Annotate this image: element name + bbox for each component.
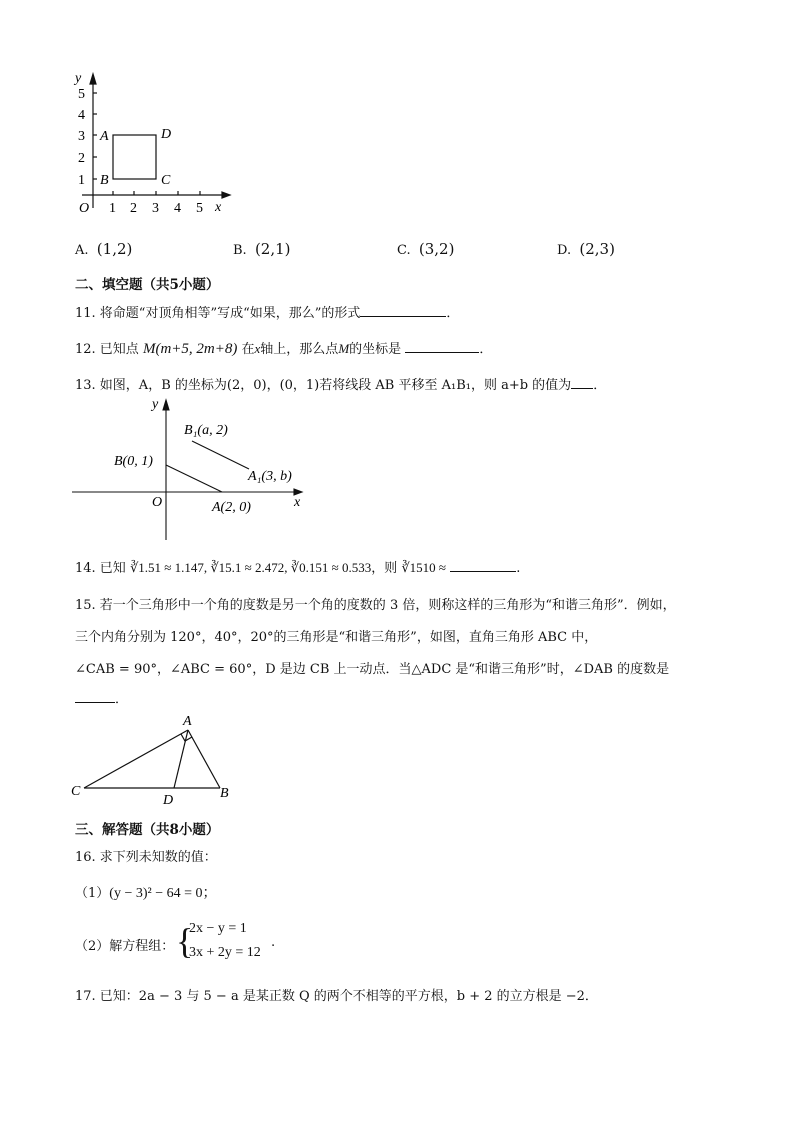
question-14: 14. 已知 ∛1.51 ≈ 1.147, ∛15.1 ≈ 2.472, ∛0.151 ≈ 0.533，则 ∛1510 ≈ .: [75, 560, 521, 576]
figure-segment-translation: [72, 394, 312, 544]
point-d-label: D: [163, 793, 174, 808]
figure-square-grid: [70, 68, 240, 220]
point-c-label: C: [161, 173, 171, 188]
answer-blank-12[interactable]: [405, 340, 479, 353]
question-12: 12. 已知点 M(m+5, 2m+8) 在x轴上，那么点M的坐标是 ．: [75, 341, 493, 357]
point-b-label: B: [100, 173, 109, 188]
x-tick-3: 3: [152, 201, 159, 216]
vertex-a-label: A: [183, 714, 192, 729]
point-b1-label: B₁(a, 2): [184, 423, 228, 438]
answer-blank-14[interactable]: [450, 559, 516, 572]
y-tick-2: 2: [78, 151, 85, 166]
question-16-part-1: （1）(y − 3)² − 64 = 0；: [75, 886, 217, 901]
answer-blank-13[interactable]: [571, 376, 593, 389]
vertex-c-label: C: [71, 784, 81, 799]
question-15-line-2: 三个内角分别为 120°，40°，20°的三角形是“和谐三角形”，如图，直角三角形 ABC 中，: [75, 630, 598, 645]
section-heading-fill-in: 二、填空题（共5小题）: [75, 277, 220, 293]
x-tick-5: 5: [196, 201, 203, 216]
x-axis-label: x: [294, 495, 301, 510]
question-17: 17. 已知：2a − 3 与 5 − a 是某正数 Q 的两个不相等的平方根，b + 2 的立方根是 −2．: [75, 989, 598, 1004]
x-axis-arrow: [222, 192, 230, 198]
option-b[interactable]: B. (2,1): [233, 240, 291, 258]
y-tick-3: 3: [78, 129, 85, 144]
question-13: 13. 如图，A，B 的坐标为(2，0)，(0，1)若将线段 AB 平移至 A₁B₁，则 a+b 的值为 ．: [75, 378, 607, 393]
segment-a1b1: [192, 441, 249, 469]
x-tick-1: 1: [109, 201, 116, 216]
y-axis-arrow: [163, 400, 169, 410]
option-a[interactable]: A. (1,2): [75, 240, 133, 258]
option-d[interactable]: D. (2,3): [557, 240, 615, 258]
segment-ad: [174, 730, 188, 788]
side-ca: [84, 730, 188, 788]
y-axis-arrow: [90, 74, 96, 84]
point-d-label: D: [161, 127, 172, 142]
question-15-line-3: ∠CAB = 90°，∠ABC = 60°，D 是边 CB 上一动点．当△ADC 是“和谐三角形”时，∠DAB 的度数是: [75, 662, 670, 677]
vertex-b-label: B: [220, 786, 229, 801]
system-brace: {: [176, 921, 194, 961]
question-11: 11. 将命题“对顶角相等”写成“如果，那么”的形式 ．: [75, 306, 460, 321]
x-tick-2: 2: [130, 201, 137, 216]
answer-blank-15[interactable]: [75, 690, 115, 703]
y-tick-4: 4: [78, 108, 85, 123]
square-abcd: [113, 135, 156, 179]
x-axis-label: x: [215, 200, 222, 215]
segment-ab: [166, 465, 222, 492]
y-axis-label: y: [75, 71, 82, 86]
y-tick-1: 1: [78, 173, 85, 188]
x-tick-4: 4: [174, 201, 181, 216]
point-a1-label: A₁(3, b): [248, 469, 292, 484]
point-a-label: A(2, 0): [212, 500, 251, 515]
question-16: 16. 求下列未知数的值：: [75, 850, 217, 865]
point-b-label: B(0, 1): [114, 454, 153, 469]
y-axis-label: y: [152, 397, 159, 412]
question-15-line-1: 15. 若一个三角形中一个角的度数是另一个角的度数的 3 倍，则称这样的三角形为“和谐三角形”．例如，: [75, 598, 676, 613]
answer-blank-11[interactable]: [360, 304, 446, 317]
option-c[interactable]: C. (3,2): [397, 240, 455, 258]
side-ab: [188, 730, 220, 788]
figure-right-triangle: [68, 710, 238, 810]
section-heading-solutions: 三、解答题（共8小题）: [75, 822, 220, 838]
origin-label: O: [79, 201, 90, 216]
point-a-label: A: [100, 129, 109, 144]
question-15-blank-line: ．: [75, 688, 128, 707]
origin-label: O: [152, 495, 163, 510]
y-tick-5: 5: [78, 87, 85, 102]
